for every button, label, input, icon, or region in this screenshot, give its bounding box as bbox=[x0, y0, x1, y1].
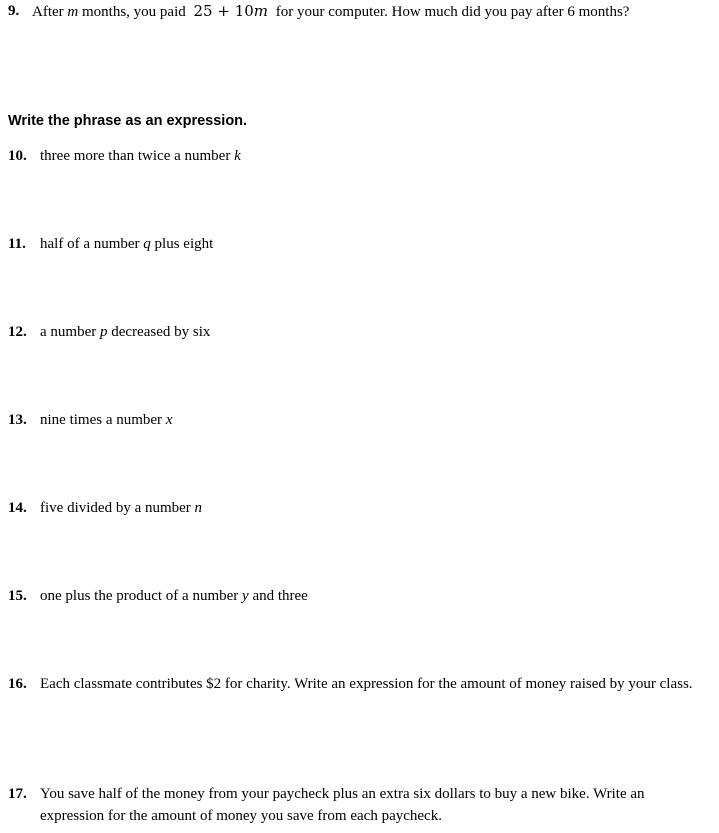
problem-text bbox=[40, 233, 705, 255]
phrase-text-after: and three bbox=[252, 588, 308, 604]
math-variable: x bbox=[165, 412, 173, 428]
problem-12 bbox=[8, 321, 705, 343]
phrase-text: half of a number bbox=[40, 236, 140, 252]
math-variable: k bbox=[234, 148, 241, 164]
math-variable: p bbox=[99, 324, 108, 340]
problem-number: 11. bbox=[8, 236, 26, 252]
problem-text bbox=[40, 321, 705, 343]
math-variable: n bbox=[194, 500, 203, 516]
problem-text-start: After bbox=[32, 4, 64, 20]
phrase-text-after: decreased by six bbox=[111, 324, 211, 340]
math-variable: q bbox=[143, 236, 151, 252]
math-variable: y bbox=[242, 588, 249, 604]
phrase-text-after: plus eight bbox=[154, 236, 214, 252]
problem-17 bbox=[8, 783, 705, 827]
phrase-text: three more than twice a number bbox=[40, 148, 231, 164]
problem-number: 10. bbox=[8, 148, 27, 164]
phrase-text: one plus the product of a number bbox=[40, 588, 239, 604]
problem-number: 15. bbox=[8, 588, 27, 604]
math-expression-constant: 25 + 10 bbox=[193, 2, 254, 20]
problem-text: Each classmate contributes $2 for charity. Write an expression for the amount of money raised by your class. bbox=[40, 676, 693, 692]
problem-text bbox=[32, 0, 705, 23]
phrase-text: a number bbox=[40, 324, 97, 340]
problem-16 bbox=[8, 673, 705, 695]
problem-text bbox=[40, 585, 705, 607]
phrase-text: five divided by a number bbox=[40, 500, 191, 516]
problem-number: 17. bbox=[8, 786, 27, 802]
problem-number: 14. bbox=[8, 500, 27, 516]
problem-text-middle: months, you paid bbox=[82, 4, 186, 20]
problem-15 bbox=[8, 585, 705, 607]
problem-text bbox=[40, 497, 705, 519]
math-expression bbox=[194, 2, 269, 20]
problem-11 bbox=[8, 233, 705, 255]
problem-9 bbox=[8, 0, 705, 23]
problem-text bbox=[40, 145, 705, 167]
section-heading: Write the phrase as an expression. bbox=[8, 113, 248, 129]
problem-text-end: for your computer. How much did you pay after 6 months? bbox=[275, 4, 630, 20]
problem-10 bbox=[8, 145, 705, 167]
problem-text: You save half of the money from your paycheck plus an extra six dollars to buy a new bike. Write an expression for the amount of money you save from each paycheck. bbox=[40, 786, 645, 824]
problem-number: 12. bbox=[8, 324, 27, 340]
problem-number: 9. bbox=[8, 3, 20, 19]
problem-text bbox=[40, 409, 705, 431]
problem-number: 13. bbox=[8, 412, 27, 428]
problem-14 bbox=[8, 497, 705, 519]
math-variable: m bbox=[67, 4, 79, 20]
problem-number: 16. bbox=[8, 676, 27, 692]
phrase-text: nine times a number bbox=[40, 412, 163, 428]
problem-13 bbox=[8, 409, 705, 431]
math-expression-variable: m bbox=[253, 2, 269, 20]
